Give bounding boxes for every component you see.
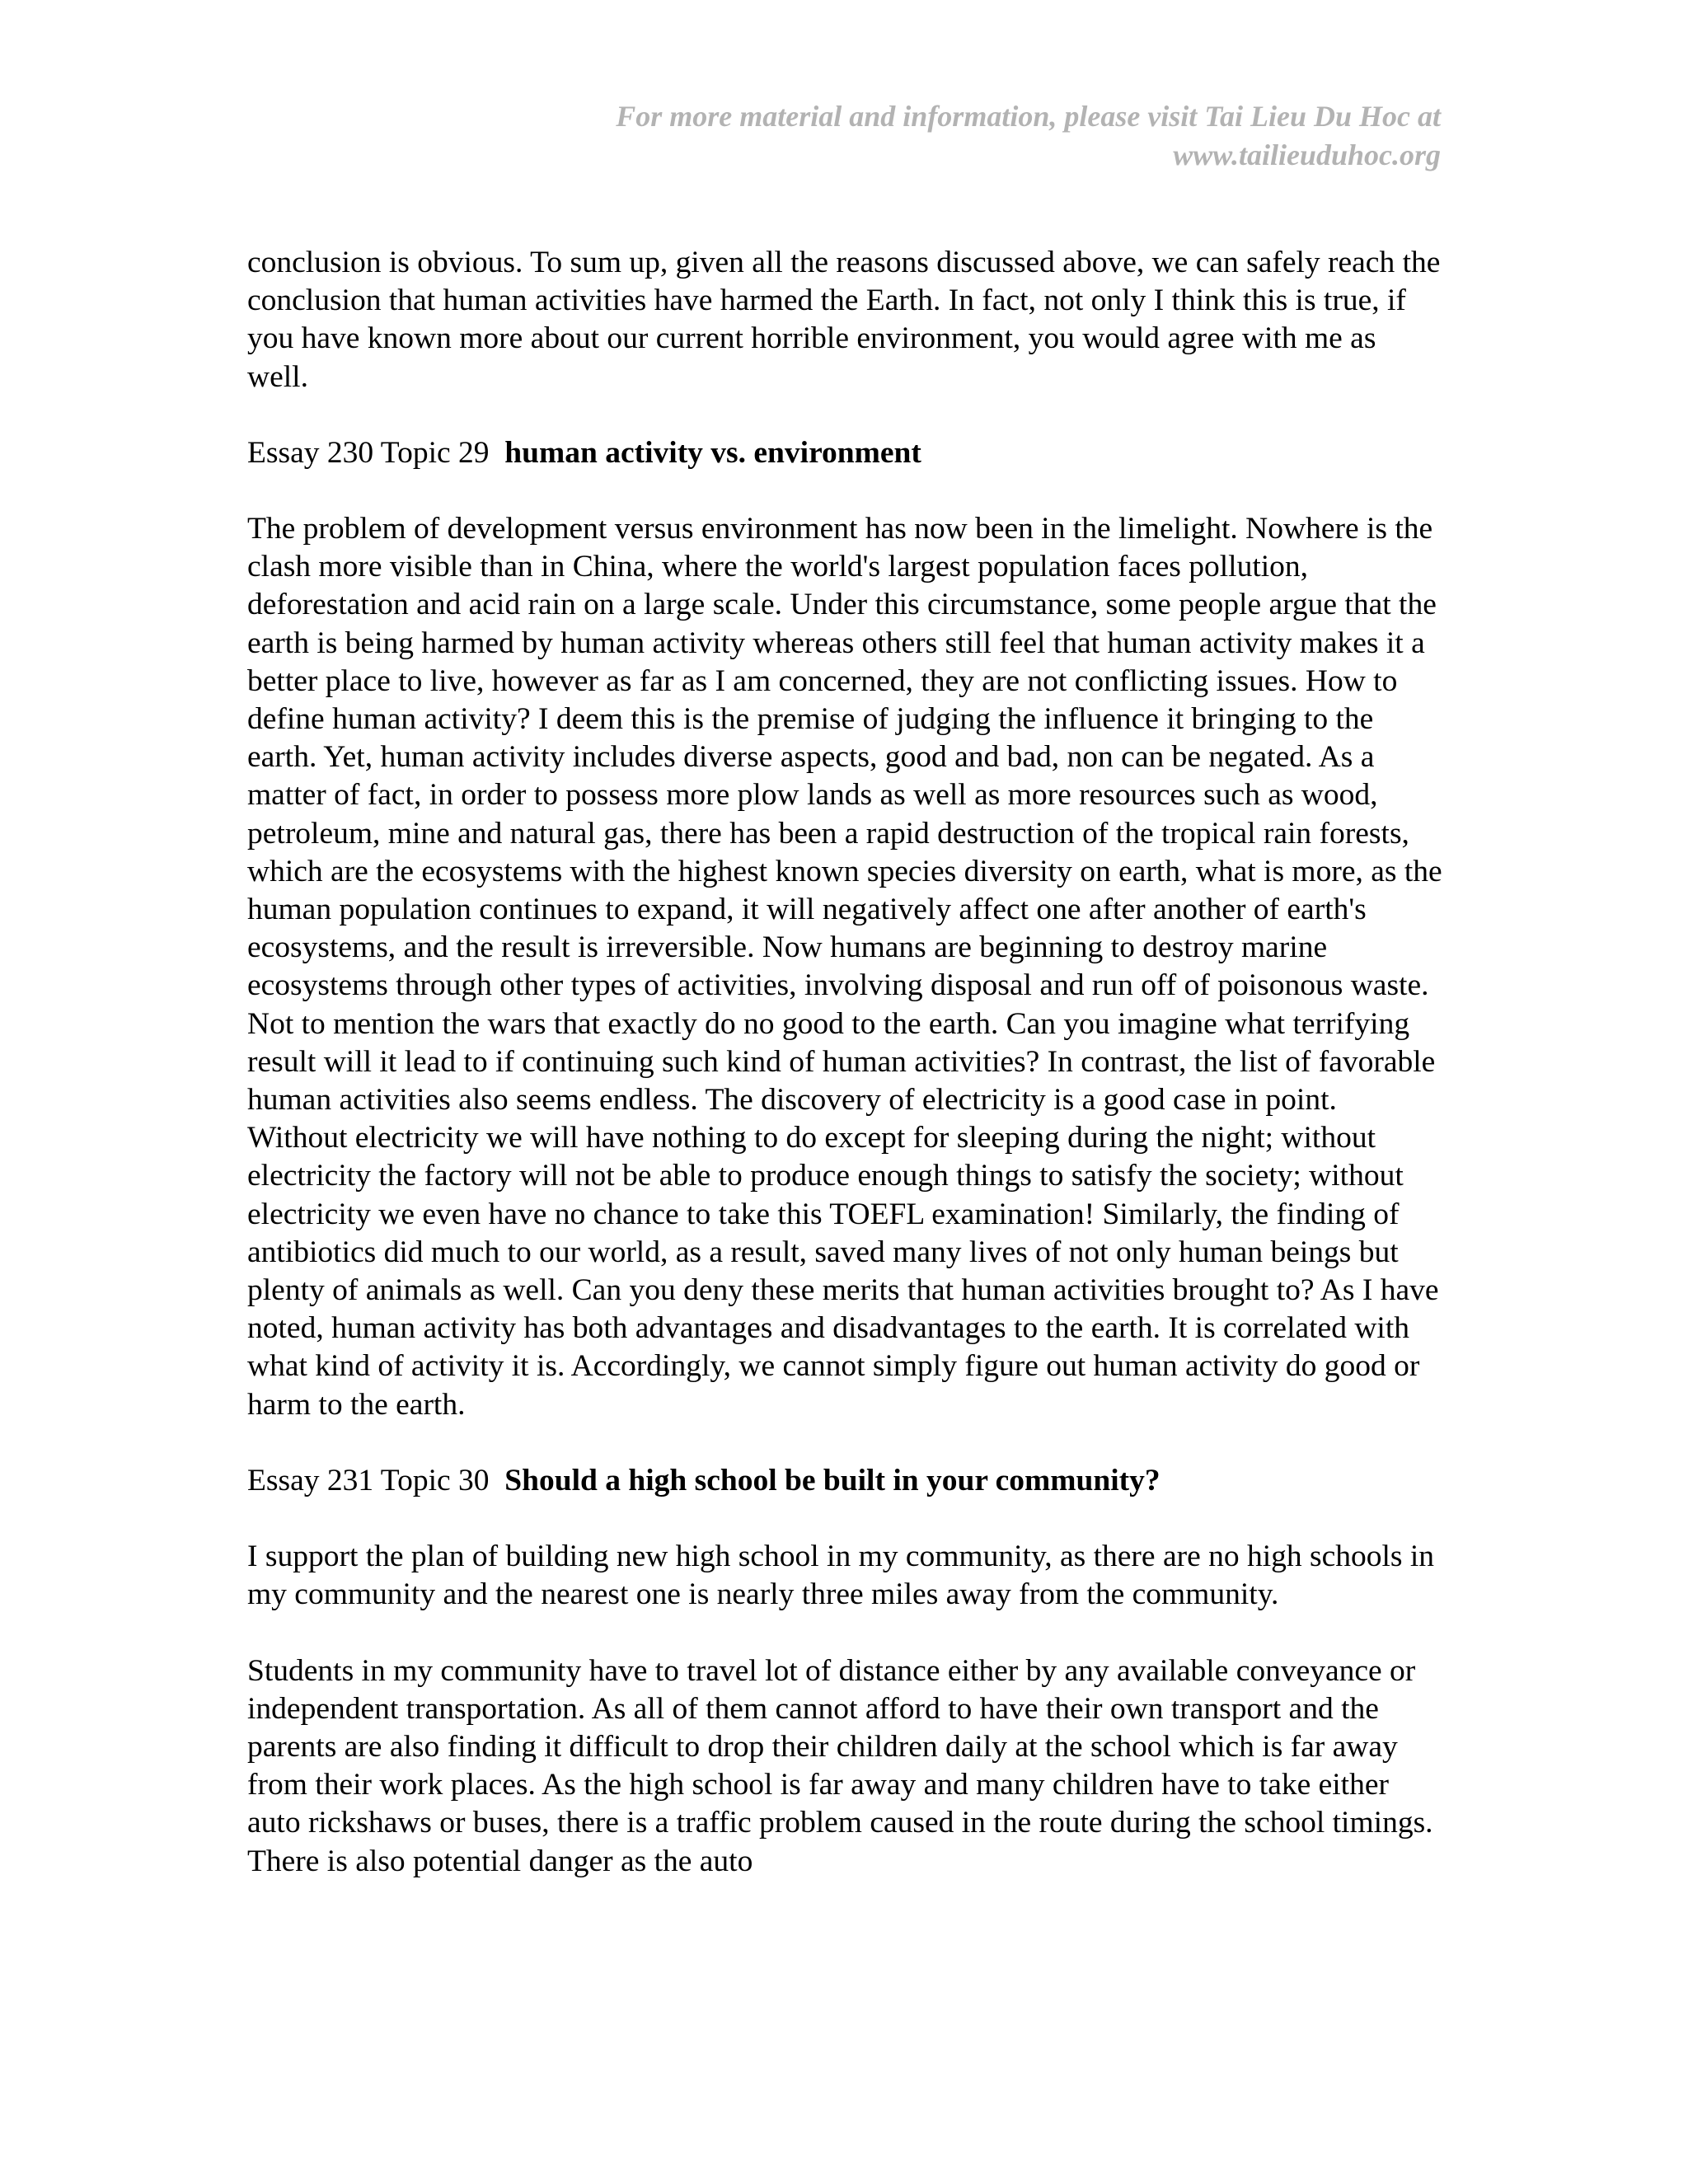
essay-230-label: Essay 230 Topic 29: [247, 435, 490, 470]
essay-231-title: Should a high school be built in your community?: [504, 1463, 1160, 1497]
watermark-line-1: For more material and information, please visit Tai Lieu Du Hoc at: [616, 100, 1441, 133]
essay-230-title: human activity vs. environment: [504, 435, 921, 470]
essay-230-paragraph: The problem of development versus environment has now been in the limelight. Nowhere is the clash more visible than in China, where the world's largest population faces pollution, deforestation and acid rain on a large scale. Under this circumstance, some people argue that the earth is being harmed by human activity whereas others still feel that human activity makes it a better place to live, however as far as I am concerned, they are not conflicting issues. How to define human activity? I deem this is the premise of judging the influence it bringing to the earth. Yet, human activity includes diverse aspects, good and bad, non can be negated. As a matter of fact, in order to possess more plow lands as well as more resources such as wood, petroleum, mine and natural gas, there has been a rapid destruction of the tropical rain forests, which are the ecosystems with the highest known species diversity on earth, what is more, as the human population continues to expand, it will negatively affect one after another of earth's ecosystems, and the result is irreversible. Now humans are beginning to destroy marine ecosystems through other types of activities, involving disposal and run off of poisonous waste. Not to mention the wars that exactly do no good to the earth. Can you imagine what terrifying result will it lead to if continuing such kind of human activities? In contrast, the list of favorable human activities also seems endless. The discovery of electricity is a good case in point. Without electricity we will have nothing to do except for sleeping during the night; without electricity the factory will not be able to produce enough things to satisfy the society; without electricity we even have no chance to take this TOEFL examination! Similarly, the finding of antibiotics did much to our world, as a result, saved many lives of not only human beings but plenty of animals as well. Can you deny these merits that human activities brought to? As I have noted, human activity has both advantages and disadvantages to the earth. It is correlated with what kind of activity it is. Accordingly, we cannot simply figure out human activity do good or harm to the earth.: [247, 512, 1442, 1422]
document-body: [247, 244, 1442, 1919]
watermark-url: www.tailieuduhoc.org: [1173, 138, 1441, 171]
essay-231-heading: [247, 1462, 1442, 1500]
essay-231-paragraph-1: I support the plan of building new high school in my community, as there are no high schools in my community and the nearest one is nearly three miles away from the community.: [247, 1540, 1435, 1612]
essay-230-heading: [247, 434, 1442, 472]
intro-paragraph: conclusion is obvious. To sum up, given all the reasons discussed above, we can safely reach the conclusion that human activities have harmed the Earth. In fact, not only I think this is true, if you have known more about our current horrible environment, you would agree with me as well.: [247, 246, 1441, 394]
essay-231-paragraph-2: Students in my community have to travel lot of distance either by any available conveyance or independent transportation. As all of them cannot afford to have their own transport and the parents are also finding it difficult to drop their children daily at the school which is far away from their work places. As the high school is far away and many children have to take either auto rickshaws or buses, there is a traffic problem caused in the route during the school timings. There is also potential danger as the auto: [247, 1653, 1433, 1878]
watermark-header: [369, 97, 1441, 175]
essay-231-label: Essay 231 Topic 30: [247, 1463, 490, 1497]
